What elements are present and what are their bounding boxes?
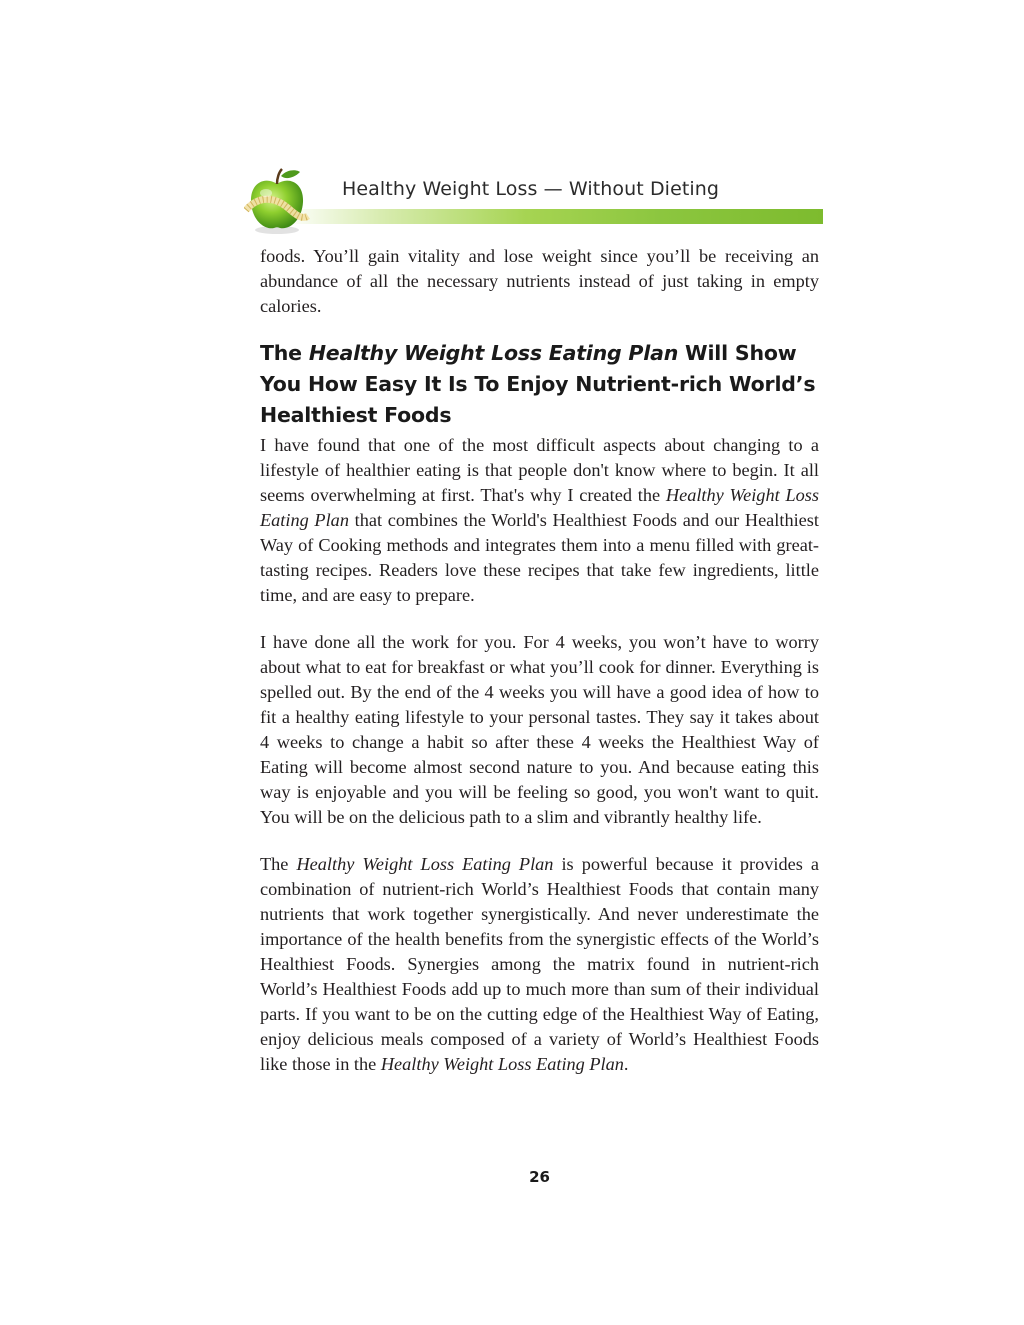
italic-title-run: Healthy Weight Loss Eating Plan xyxy=(296,854,554,874)
body-paragraph-1 xyxy=(260,433,819,608)
text-run: I have found that one of the most difficult aspects about changing to a lifestyle of healthier eating is that people don't know where to begin. It all seems overwhelming at first. That's why I created the xyxy=(260,435,819,505)
section-heading xyxy=(260,338,819,431)
heading-prefix: The xyxy=(260,341,309,365)
heading-suffix: Will Show You How Easy It Is To Enjoy Nutrient-rich World’s Healthiest Foods xyxy=(260,341,816,427)
intro-paragraph: foods. You’ll gain vitality and lose weight since you’ll be receiving an abundance of all the necessary nutrients instead of just taking in empty calories. xyxy=(260,246,819,316)
italic-title-run: Healthy Weight Loss Eating Plan xyxy=(380,1054,624,1074)
page-header xyxy=(244,166,824,236)
header-accent-bar xyxy=(284,209,823,224)
text-run: is powerful because it provides a combination of nutrient-rich World’s Healthiest Foods that contain many nutrients that work together synergistically. And never underestimate the importance of the health benefits from the synergistic effects of the World’s Healthiest Foods. Synergies among the matrix found in nutrient-rich World’s Healthiest Foods add up to much more than sum of their individual parts. If you want to be on the cutting edge of the Healthiest Way of Eating, enjoy delicious meals composed of a variety of World’s Healthiest Foods like those in the xyxy=(260,854,819,1074)
page-body xyxy=(260,244,819,1077)
green-apple-measuring-tape-icon xyxy=(244,166,310,236)
text-run: . xyxy=(623,1054,629,1074)
body-paragraph-2 xyxy=(260,630,819,830)
text-run: The xyxy=(260,854,297,874)
body-paragraph-3 xyxy=(260,852,819,1077)
italic-title-run: Healthy Weight Loss Eating Plan xyxy=(260,485,819,530)
running-header-title: Healthy Weight Loss — Without Dieting xyxy=(342,178,720,200)
text-run: that combines the World's Healthiest Foods and our Healthiest Way of Cooking methods and integrates them into a menu filled with great-tasting recipes. Readers love these recipes that take few ingredients, little time, and are easy to prepare. xyxy=(260,510,819,605)
page-number: 26 xyxy=(529,1168,550,1186)
heading-emphasis: Healthy Weight Loss Eating Plan xyxy=(308,341,679,365)
text-run: I have done all the work for you. For 4 weeks, you won’t have to worry about what to eat for breakfast or what you’ll cook for dinner. Everything is spelled out. By the end of the 4 weeks you will have a good idea of how to fit a healthy eating lifestyle to your personal tastes. They say it takes about 4 weeks to change a habit so after these 4 weeks the Healthiest Way of Eating will become almost second nature to you. And because eating this way is enjoyable and you will be feeling so good, you won't want to quit. You will be on the delicious path to a slim and vibrantly healthy life. xyxy=(260,632,819,827)
